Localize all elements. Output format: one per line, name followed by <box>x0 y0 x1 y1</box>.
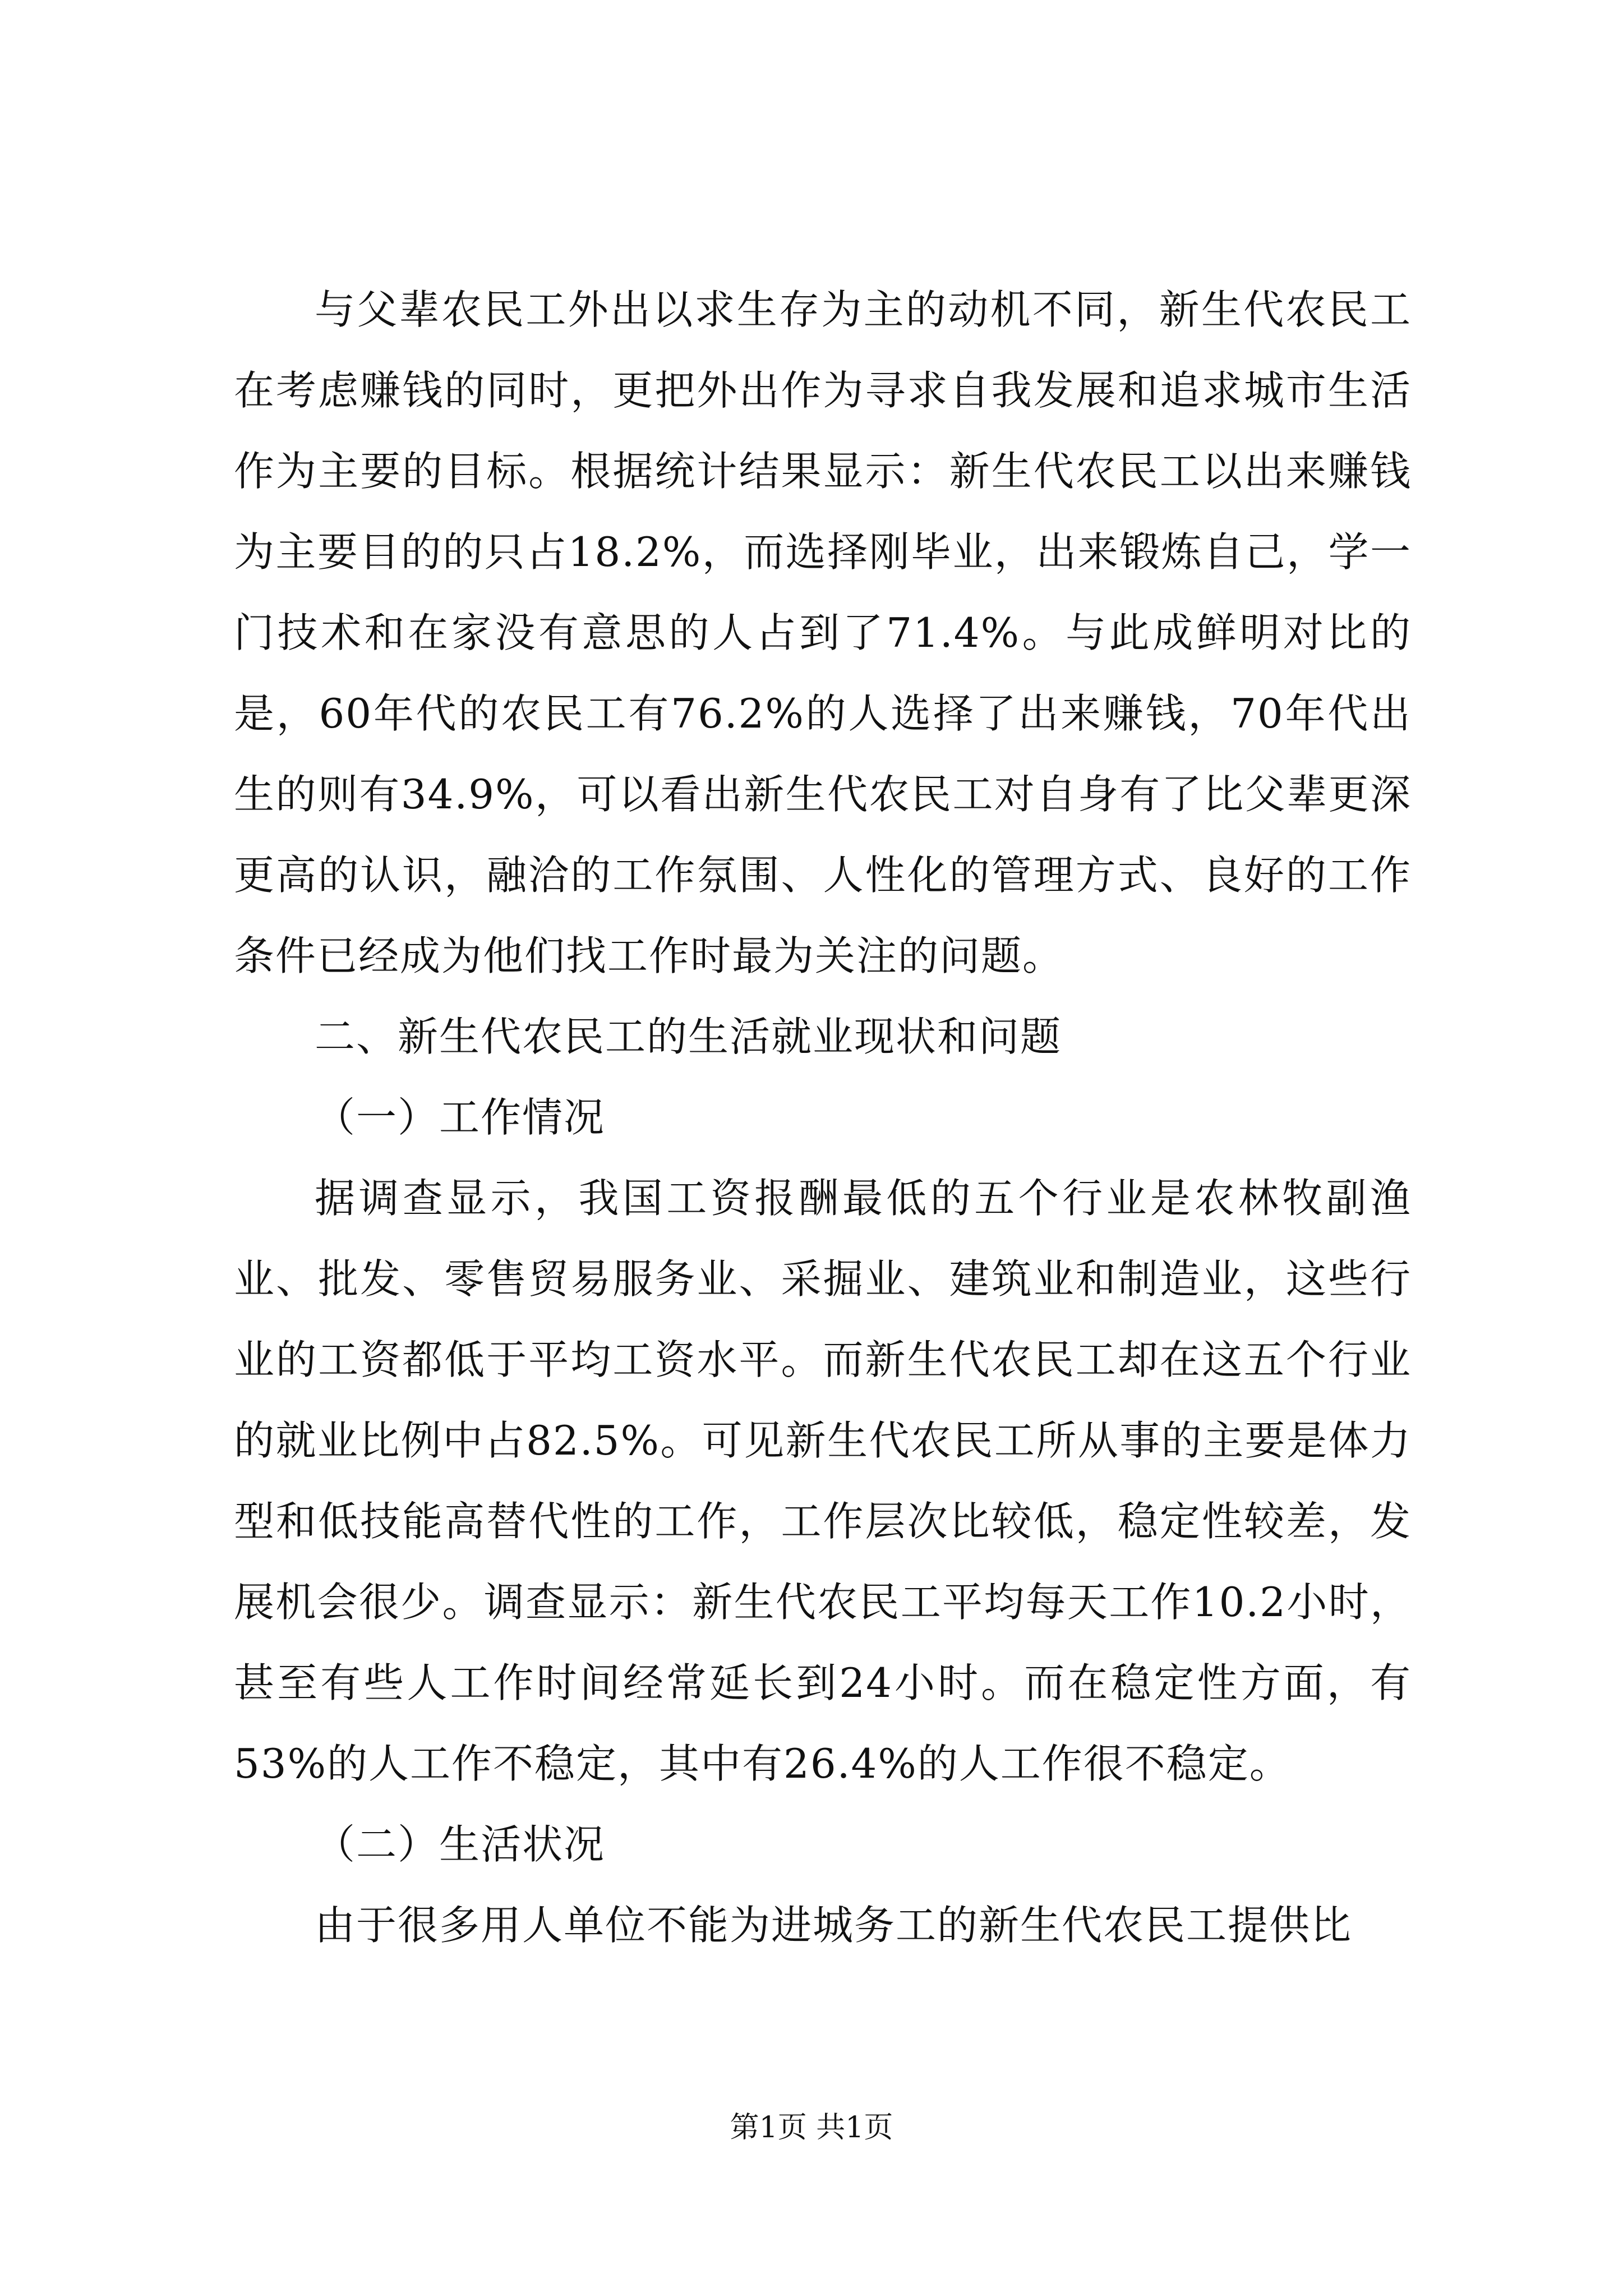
subheading-work: （一）工作情况 <box>315 1094 606 1141</box>
subheading-life: （二）生活状况 <box>315 1821 606 1868</box>
section-heading-2: 二、新生代农民工的生活就业现状和问题 <box>315 1013 1062 1060</box>
document-body <box>234 269 1412 1966</box>
paragraph-work: 据调查显示，我国工资报酬最低的五个行业是农林牧副渔业、批发、零售贸易服务业、采掘业、建筑业和制造业，这些行业的工资都低于平均工资水平。而新生代农民工却在这五个行业的就业比例中占82.5%。可见新生代农民工所从事的主要是体力型和低技能高替代性的工作，工作层次比较低，稳定性较差，发展机会很少。调查显示：新生代农民工平均每天工作10.2小时，甚至有些人工作时间经常延长到24小时。而在稳定性方面，有53%的人工作不稳定，其中有26.4%的人工作很不稳定。 <box>234 1175 1412 1787</box>
page-footer: 第1页 共1页 <box>730 2111 893 2145</box>
paragraph-life: 由于很多用人单位不能为进城务工的新生代农民工提供比 <box>315 1902 1353 1949</box>
paragraph-motivation: 与父辈农民工外出以求生存为主的动机不同，新生代农民工在考虑赚钱的同时，更把外出作为寻求自我发展和追求城市生活作为主要的目标。根据统计结果显示：新生代农民工以出来赚钱为主要目的的只占18.2%，而选择刚毕业，出来锻炼自己，学一门技术和在家没有意思的人占到了71.4%。与此成鲜明对比的是，60年代的农民工有76.2%的人选择了出来赚钱，70年代出生的则有34.9%，可以看出新生代农民工对自身有了比父辈更深更高的认识，融洽的工作氛围、人性化的管理方式、良好的工作条件已经成为他们找工作时最为关注的问题。 <box>234 286 1412 979</box>
